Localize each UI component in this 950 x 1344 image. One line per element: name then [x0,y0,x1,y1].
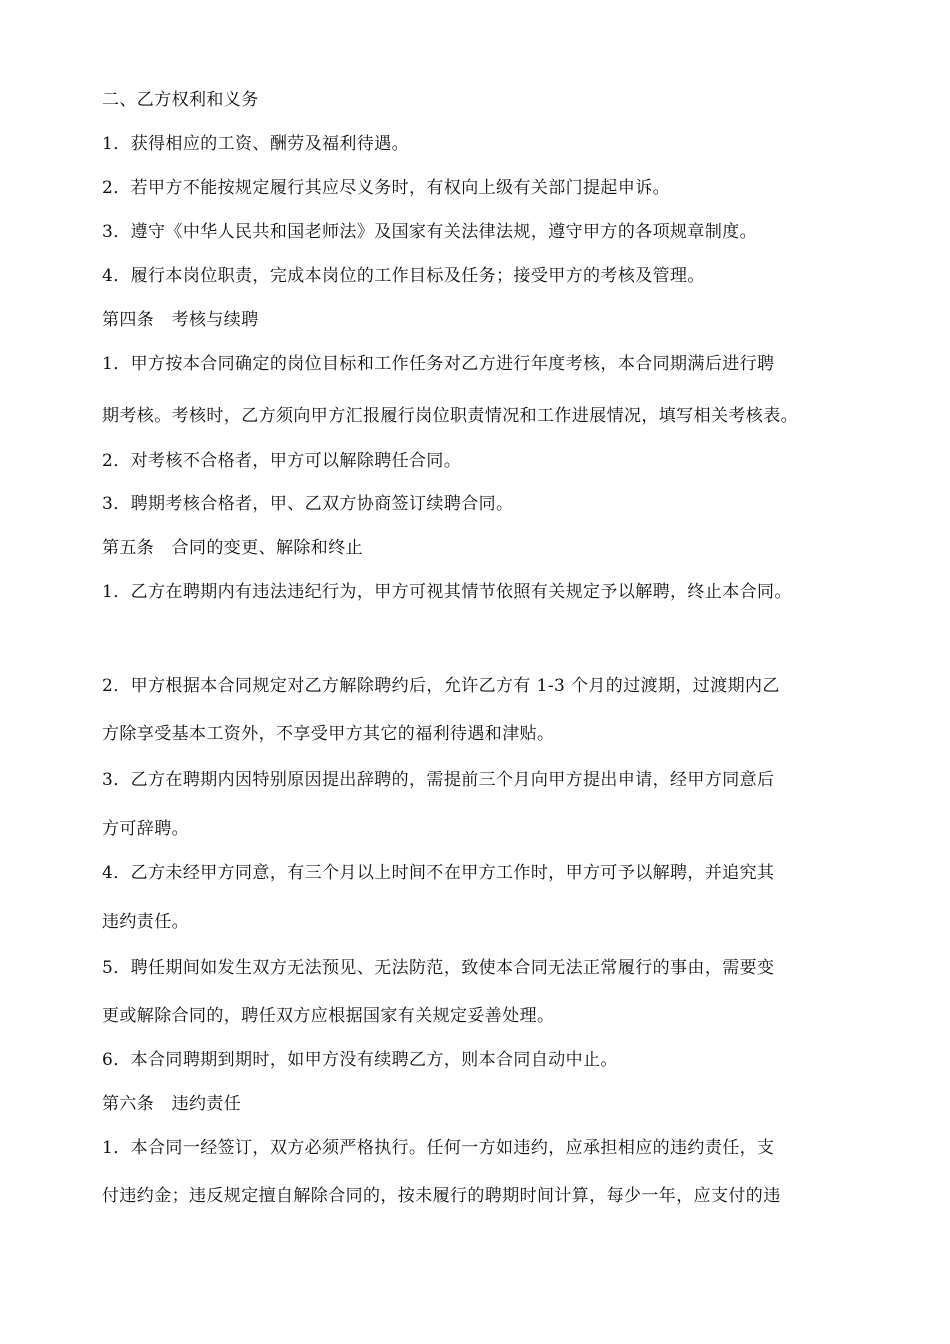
article-heading-4: 第四条 考核与续聘 [102,310,259,330]
paragraph-line: 1．本合同一经签订，双方必须严格执行。任何一方如违约，应承担相应的违约责任，支 [102,1138,775,1158]
paragraph-line: 3．遵守《中华人民共和国老师法》及国家有关法律法规，遵守甲方的各项规章制度。 [102,222,758,242]
section-heading-party-b-rights: 二、乙方权利和义务 [102,90,259,110]
paragraph-line: 方可辞聘。 [102,819,189,839]
paragraph-line: 3．聘期考核合格者，甲、乙双方协商签订续聘合同。 [102,494,514,514]
paragraph-line: 更或解除合同的，聘任双方应根据国家有关规定妥善处理。 [102,1006,555,1026]
paragraph-line: 方除享受基本工资外，不享受甲方其它的福利待遇和津贴。 [102,724,555,744]
paragraph-line: 4．履行本岗位职责，完成本岗位的工作目标及任务；接受甲方的考核及管理。 [102,266,705,286]
paragraph-line: 4．乙方未经甲方同意，有三个月以上时间不在甲方工作时，甲方可予以解聘，并追究其 [102,863,775,883]
paragraph-line: 期考核。考核时，乙方须向甲方汇报履行岗位职责情况和工作进展情况，填写相关考核表。 [102,406,798,426]
paragraph-line: 付违约金；违反规定擅自解除合同的，按未履行的聘期时间计算，每少一年，应支付的违 [102,1186,781,1206]
paragraph-line: 2．若甲方不能按规定履行其应尽义务时，有权向上级有关部门提起申诉。 [102,178,671,198]
paragraph-line: 2．对考核不合格者，甲方可以解除聘任合同。 [102,451,462,471]
paragraph-line: 5．聘任期间如发生双方无法预见、无法防范，致使本合同无法正常履行的事由，需要变 [102,958,775,978]
article-heading-6: 第六条 违约责任 [102,1094,242,1114]
paragraph-line: 1．乙方在聘期内有违法违纪行为，甲方可视其情节依照有关规定予以解聘，终止本合同。 [102,582,792,602]
paragraph-line: 3．乙方在聘期内因特别原因提出辞聘的，需提前三个月向甲方提出申请，经甲方同意后 [102,770,775,790]
paragraph-line: 1．甲方按本合同确定的岗位目标和工作任务对乙方进行年度考核，本合同期满后进行聘 [102,354,775,374]
paragraph-line: 违约责任。 [102,912,189,932]
article-heading-5: 第五条 合同的变更、解除和终止 [102,538,363,558]
paragraph-line: 6．本合同聘期到期时，如甲方没有续聘乙方，则本合同自动中止。 [102,1050,618,1070]
paragraph-line: 2．甲方根据本合同规定对乙方解除聘约后，允许乙方有 1-3 个月的过渡期，过渡期内乙 [102,676,780,696]
paragraph-line: 1．获得相应的工资、酬劳及福利待遇。 [102,134,410,154]
